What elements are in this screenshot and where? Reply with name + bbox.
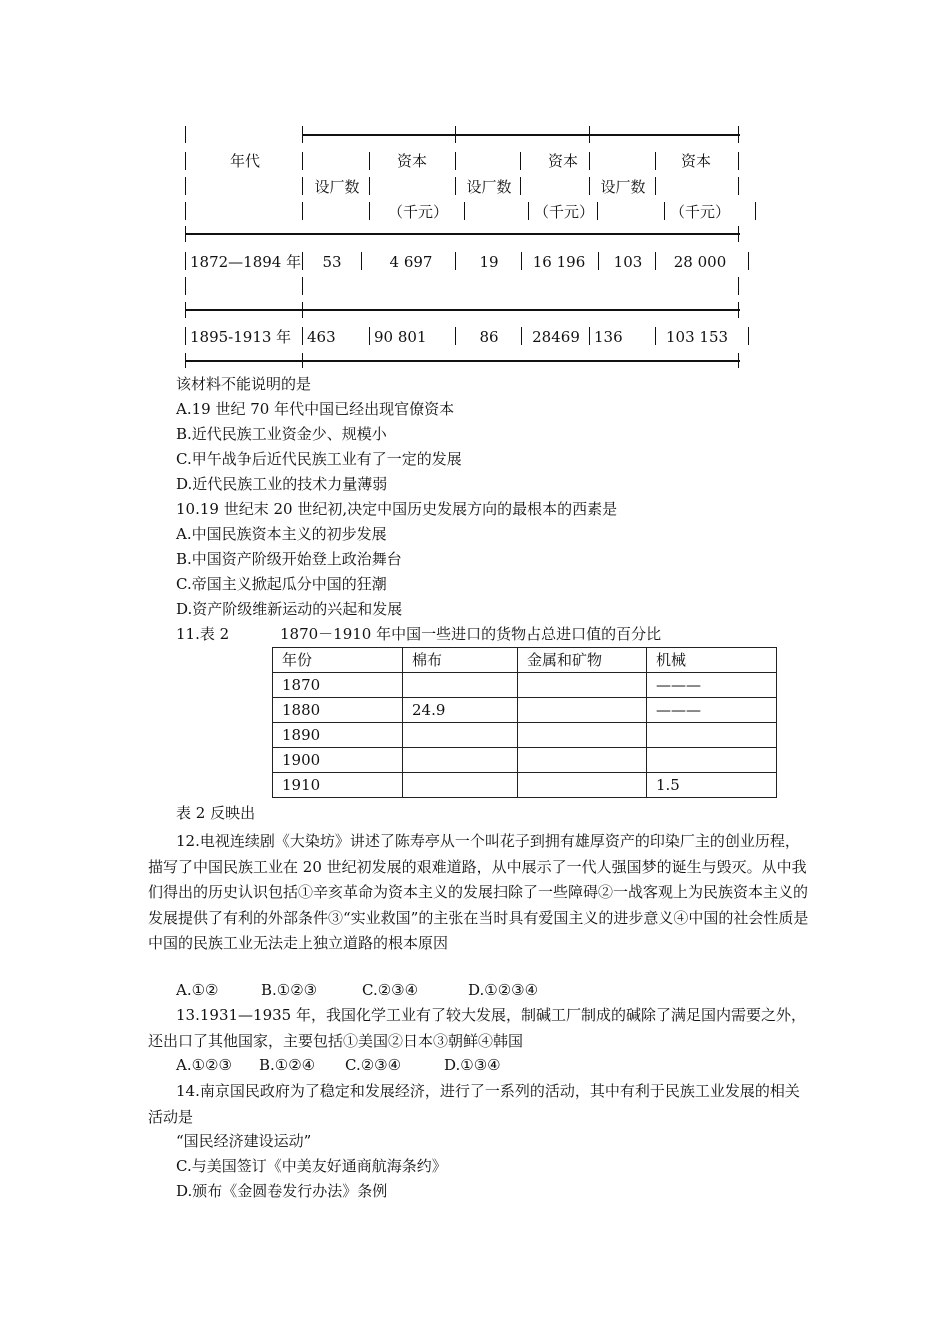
table-cell: 1910 — [273, 773, 403, 798]
cell-capital: 103 153 — [666, 328, 729, 346]
header-capital: 资本 — [547, 152, 578, 170]
table-cell — [518, 748, 647, 773]
table-cell: 1890 — [273, 723, 403, 748]
column-header: 金属和矿物 — [518, 648, 647, 673]
table-row — [273, 673, 777, 698]
header-year: 年代 — [229, 152, 260, 170]
table-cell — [647, 723, 777, 748]
table-row — [273, 698, 777, 723]
table-rule — [185, 309, 740, 311]
cell-capital: 90 801 — [374, 328, 427, 346]
option: D.①③④ — [444, 1056, 501, 1074]
question-stem: 该材料不能说明的是 — [176, 375, 312, 393]
header-factories: 设厂数 — [600, 178, 646, 196]
row-year: 1872—1894 年 — [190, 253, 302, 271]
question-label: 11.表 2 — [176, 625, 230, 643]
table-row — [273, 723, 777, 748]
header-capital-unit: （千元） — [387, 203, 448, 221]
option: C.②③④ — [362, 981, 419, 999]
question-text: 12.电视连续剧《大染坊》讲述了陈寿亭从一个叫花子到拥有雄厚资产的印染厂主的创业历程，描写了中国民族工业在 20 世纪初发展的艰难道路，从中展示了一代人强国梦的诞生与毁灭。从中我们得出的历史认识包括①辛亥革命为资本主义的发展扫除了一些障碍②一战客观上为民族资本主义的发展提供了有利的外部条件③“实业救国”的主张在当时具有爱国主义的进步意义④中国的社会性质是中国的民族工业无法走上独立道路的根本原因 — [148, 832, 809, 952]
table-cell: 1900 — [273, 748, 403, 773]
table-cell: 1.5 — [647, 773, 777, 798]
cell-capital: 28469 — [532, 328, 580, 346]
table-title: 1870－1910 年中国一些进口的货物占总进口值的百分比 — [280, 625, 662, 643]
table-cell — [518, 673, 647, 698]
cell-capital: 4 697 — [389, 253, 433, 271]
table-rule — [302, 134, 740, 136]
option: B.①②③ — [261, 981, 318, 999]
table-caption: 表 2 反映出 — [176, 804, 256, 822]
table-cell — [403, 748, 518, 773]
import-percentage-table — [272, 647, 777, 798]
header-capital-unit: （千元） — [669, 203, 730, 221]
question-text: 14.南京国民政府为了稳定和发展经济，进行了一系列的活动，其中有利于民族工业发展的相关活动是 — [148, 1082, 800, 1126]
option: C.与美国签订《中美友好通商航海条约》 — [176, 1157, 447, 1175]
table-cell: ——— — [647, 698, 777, 723]
cell-capital: 16 196 — [532, 253, 586, 271]
table-cell: ——— — [647, 673, 777, 698]
column-header: 机械 — [647, 648, 777, 673]
row-year: 1895-1913 年 — [190, 328, 292, 346]
cell-factories: 103 — [613, 253, 643, 271]
table-rule — [185, 360, 740, 362]
table-cell — [403, 723, 518, 748]
table-cell: 1870 — [273, 673, 403, 698]
option: D.资产阶级维新运动的兴起和发展 — [176, 600, 403, 618]
question-stem: 10.19 世纪末 20 世纪初,决定中国历史发展方向的最根本的西素是 — [176, 500, 618, 518]
table-cell — [518, 698, 647, 723]
table-rule — [185, 233, 740, 235]
header-capital: 资本 — [396, 152, 427, 170]
table-cell — [647, 748, 777, 773]
option: A.19 世纪 70 年代中国已经出现官僚资本 — [176, 400, 455, 418]
cell-factories: 19 — [479, 253, 499, 271]
option: B.中国资产阶级开始登上政治舞台 — [176, 550, 402, 568]
column-header: 年份 — [273, 648, 403, 673]
cell-capital: 28 000 — [673, 253, 727, 271]
option: B.①②④ — [259, 1056, 316, 1074]
option: A.中国民族资本主义的初步发展 — [176, 525, 387, 543]
table-row — [273, 773, 777, 798]
option: A.①② — [176, 981, 219, 999]
header-factories: 设厂数 — [466, 178, 512, 196]
option: C.帝国主义掀起瓜分中国的狂潮 — [176, 575, 387, 593]
option: A.①②③ — [176, 1056, 232, 1074]
option: D.①②③④ — [468, 981, 539, 999]
option: “国民经济建设运动” — [176, 1132, 312, 1150]
option: D.近代民族工业的技术力量薄弱 — [176, 475, 388, 493]
table-cell — [518, 773, 647, 798]
table-cell: 1880 — [273, 698, 403, 723]
header-factories: 设厂数 — [314, 178, 360, 196]
question-text: 13.1931—1935 年，我国化学工业有了较大发展，制碱工厂制成的碱除了满足国内需要之外，还出口了其他国家，主要包括①美国②日本③朝鲜④韩国 — [148, 1006, 806, 1050]
cell-factories: 53 — [322, 253, 342, 271]
table-cell: 24.9 — [403, 698, 518, 723]
table-header-row — [273, 648, 777, 673]
cell-factories: 86 — [479, 328, 499, 346]
table-cell — [518, 723, 647, 748]
option: C.②③④ — [345, 1056, 402, 1074]
header-capital-unit: （千元） — [533, 203, 594, 221]
option: C.甲午战争后近代民族工业有了一定的发展 — [176, 450, 462, 468]
cell-factories: 136 — [594, 328, 623, 346]
table-row — [273, 748, 777, 773]
column-header: 棉布 — [403, 648, 518, 673]
option: B.近代民族工业资金少、规模小 — [176, 425, 387, 443]
option: D.颁布《金圆卷发行办法》条例 — [176, 1182, 388, 1200]
table-cell — [403, 673, 518, 698]
header-capital: 资本 — [680, 152, 711, 170]
table-cell — [403, 773, 518, 798]
cell-factories: 463 — [307, 328, 336, 346]
